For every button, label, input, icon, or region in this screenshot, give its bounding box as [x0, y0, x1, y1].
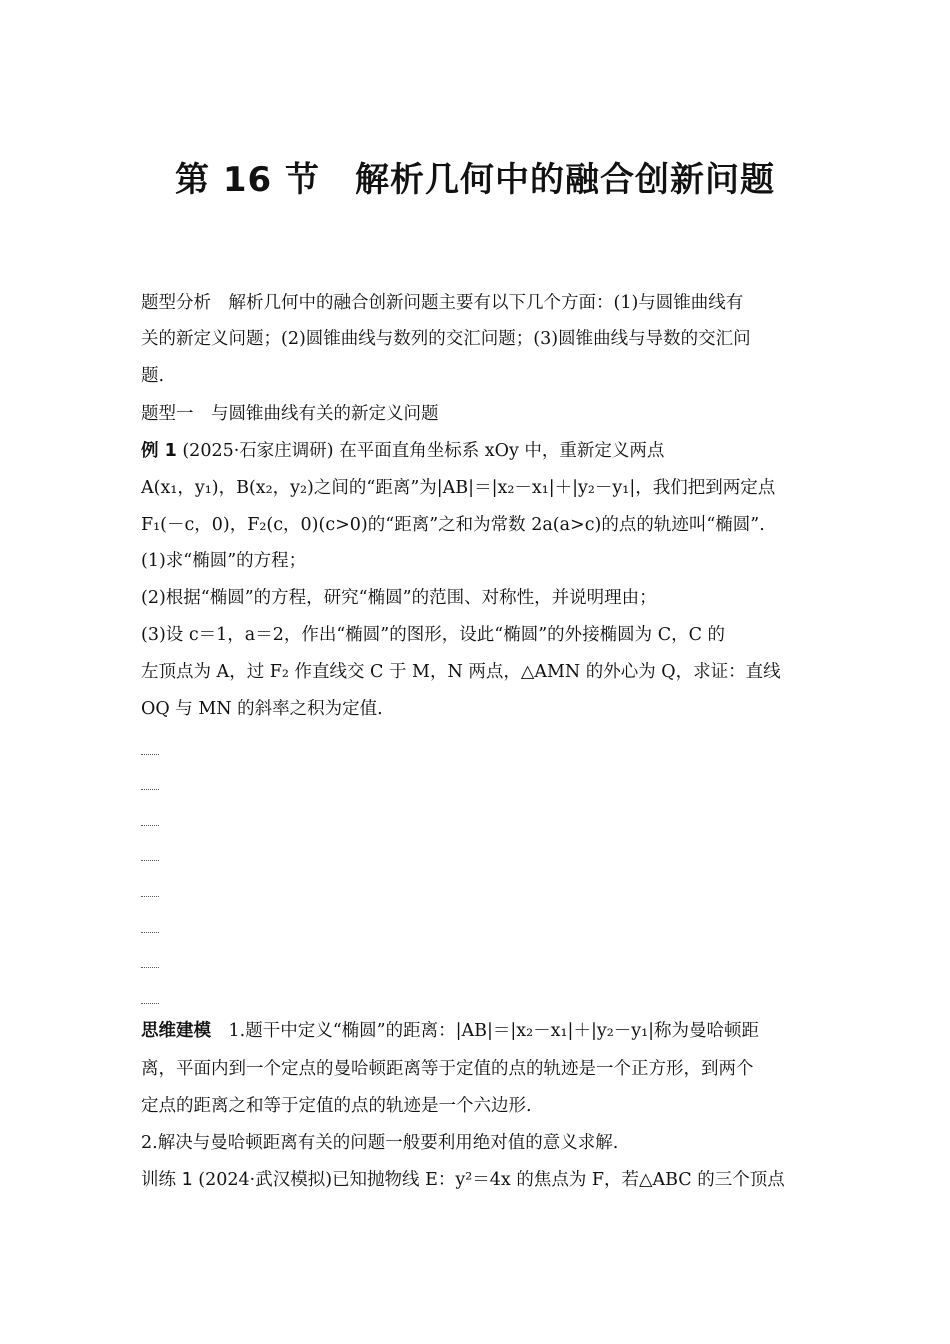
thinking-line-3: 定点的距离之和等于定值的点的轨迹是一个六边形.: [141, 1096, 532, 1116]
page-title: 第 16 节 解析几何中的融合创新问题: [175, 160, 775, 200]
answer-blank-line: [141, 754, 159, 755]
question-3-line-1: (3)设 c＝1，a＝2，作出“椭圆”的图形，设此“椭圆”的外接椭圆为 C，C 的: [141, 625, 726, 645]
example-text-1: 在平面直角坐标系 xOy 中，重新定义两点: [339, 441, 665, 461]
example1-line-2: A(x₁，y₁)，B(x₂，y₂)之间的“距离”为|AB|＝|x₂－x₁|＋|y₂－y₁|，我们把到两定点: [141, 478, 776, 498]
thinking-text-1: 1.题干中定义“椭圆”的距离：|AB|＝|x₂－x₁|＋|y₂－y₁|称为曼哈顿距: [211, 1021, 760, 1041]
thinking-line-1: [141, 1019, 809, 1043]
thinking-label: 思维建模: [141, 1021, 211, 1041]
answer-blank-line: [141, 825, 159, 826]
intro-line-2: 关的新定义问题；(2)圆锥曲线与数列的交汇问题；(3)圆锥曲线与导数的交汇问: [141, 329, 751, 349]
answer-blank-line: [141, 860, 159, 861]
thinking-line-4: 2.解决与曼哈顿距离有关的问题一般要利用绝对值的意义求解.: [141, 1133, 619, 1153]
answer-blank-line: [141, 932, 159, 933]
example-label: 例 1: [141, 441, 177, 461]
training1-line-1: [141, 1168, 809, 1192]
question-3-line-2: 左顶点为 A，过 F₂ 作直线交 C 于 M，N 两点，△AMN 的外心为 Q，求证：直线: [141, 662, 781, 682]
example-source: (2025·石家庄调研): [182, 441, 334, 461]
question-3-line-3: OQ 与 MN 的斜率之积为定值.: [141, 699, 383, 719]
answer-blank-line: [141, 789, 159, 790]
intro-line-1: 题型分析 解析几何中的融合创新问题主要有以下几个方面：(1)与圆锥曲线有: [141, 293, 744, 313]
question-1: (1)求“椭圆”的方程；: [141, 551, 307, 571]
training-label: 训练 1: [141, 1170, 193, 1190]
section-heading-type1: 题型一 与圆锥曲线有关的新定义问题: [141, 404, 439, 424]
answer-blank-line: [141, 896, 159, 897]
example1-line-1: [141, 439, 809, 463]
question-2: (2)根据“椭圆”的方程，研究“椭圆”的范围、对称性，并说明理由；: [141, 588, 657, 608]
training-text-1: (2024·武汉模拟)已知抛物线 E：y²＝4x 的焦点为 F，若△ABC 的三个顶点: [192, 1170, 785, 1190]
intro-line-3: 题.: [141, 366, 165, 386]
answer-blank-line: [141, 1003, 159, 1004]
thinking-line-2: 离，平面内到一个定点的曼哈顿距离等于定值的点的轨迹是一个正方形，到两个: [141, 1059, 754, 1079]
answer-blank-line: [141, 967, 159, 968]
example1-line-3: F₁(－c，0)，F₂(c，0)(c>0)的“距离”之和为常数 2a(a>c)的点的轨迹叫“椭圆”.: [141, 515, 765, 535]
